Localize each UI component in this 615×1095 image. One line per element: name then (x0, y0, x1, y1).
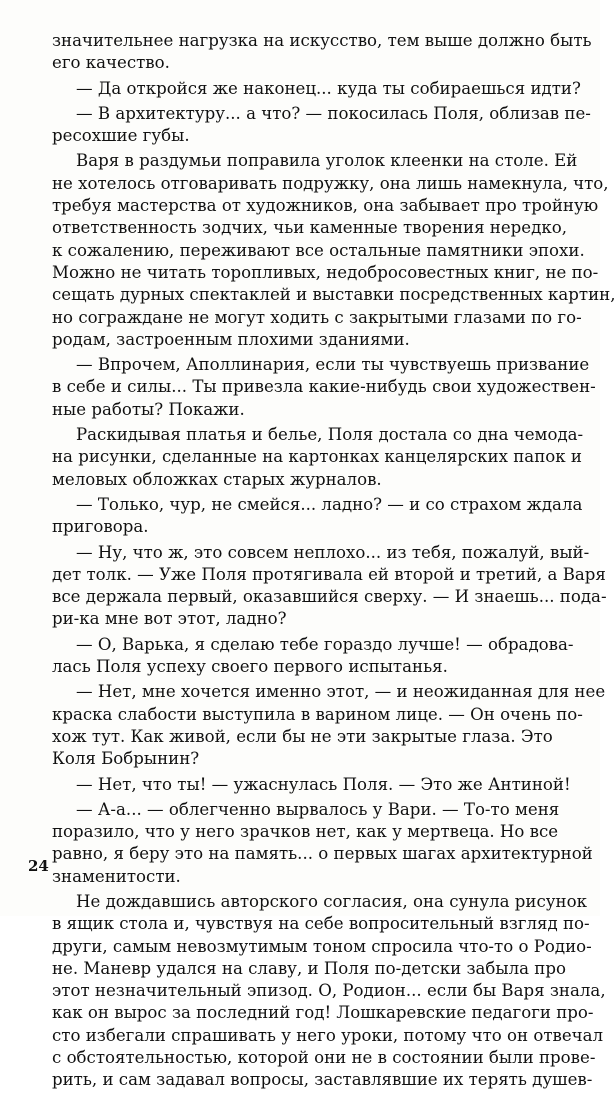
text-line: но согражданe не могут ходить с закрытыми глазами по го- (52, 307, 582, 327)
text-line: все держала первый, оказавшийся сверху. — И знаешь... пода- (52, 587, 607, 607)
page-number: 24 (28, 857, 49, 875)
text-line: хож тут. Как живой, если бы не эти закрытые глаза. Это (52, 726, 553, 746)
text-line: его качество. (52, 53, 170, 73)
paragraph (52, 424, 584, 491)
text-line: этот незначительный эпизод. О, Родион... если бы Варя знала, (52, 981, 606, 1001)
text-line: значительнее нагрузка на искусство, тем выше должно быть (52, 31, 592, 50)
text-line: — А-а... — облегченно вырвалось у Вари. — То-то меня (76, 799, 560, 819)
text-line: приговора. (52, 517, 149, 537)
text-line: поразило, что у него зрачков нет, как у мертвеца. Но все (52, 822, 559, 842)
text-line: ные работы? Покажи. (52, 399, 245, 419)
text-line: други, самым невозмутимым тоном спросила что-то о Родио- (52, 936, 592, 956)
text-line: в себе и силы... Ты привезла какие-нибудь свои художествен- (52, 377, 596, 397)
paragraph (52, 78, 581, 100)
text-line: рить, и сам задавал вопросы, заставлявшие их терять душев- (52, 1070, 593, 1090)
paragraph (52, 354, 596, 421)
text-line: — В архитектуру... а что? — покосилась Поля, облизав пе- (76, 103, 591, 123)
text-line: — Нет, мне хочется именно этот, — и неожиданная для нее (76, 682, 606, 702)
text-line: не. Маневр удался на славу, и Поля по-детски забыла про (52, 958, 566, 978)
paragraph (52, 774, 571, 796)
text-line: Раскидывая платья и белье, Поля достала со дна чемода- (76, 425, 584, 445)
paragraph (52, 799, 593, 888)
paragraph (52, 634, 574, 679)
text-line: равно, я беру это на память... о первых шагах архитектурной (52, 844, 593, 864)
text-line: лась Поля успеху своего первого испытанья. (52, 657, 448, 677)
paragraph (52, 891, 606, 1092)
paragraph (52, 542, 607, 631)
text-line: ответственность зодчих, чьи каменные творения нередко, (52, 218, 567, 238)
text-line: Варя в раздумьи поправила уголок клеенки на столе. Ей (76, 151, 578, 171)
text-line: родам, застроенным плохими зданиями. (52, 329, 410, 349)
text-line: как он вырос за последний год! Лошкаревские педагоги про- (52, 1003, 594, 1023)
text-line: Коля Бобрынин? (52, 749, 200, 769)
paragraph (52, 150, 615, 351)
text-line: — О, Варька, я сделаю тебе гораздо лучше! — обрадова- (76, 634, 574, 654)
text-line: ри-ка мне вот этот, ладно? (52, 609, 287, 629)
text-line: не хотелось отговаривать подружку, она лишь намекнула, что, (52, 173, 609, 193)
paragraph (52, 103, 591, 148)
text-line: краска слабости выступила в варином лице. — Он очень по- (52, 704, 583, 724)
text-line: сещать дурных спектаклей и выставки посредственных картин, (52, 285, 615, 305)
page-body-text (52, 30, 615, 1095)
text-line: ресохшие губы. (52, 126, 190, 146)
text-line: в ящик стола и, чувствуя на себе вопросительный взгляд по- (52, 914, 590, 934)
text-line: Можно не читать торопливых, недобросовестных книг, не по- (52, 262, 599, 282)
text-line: сто избегали спрашивать у него уроки, потому что он отвечал (52, 1025, 604, 1045)
text-line: — Нет, что ты! — ужаснулась Поля. — Это же Антиной! (76, 774, 571, 794)
text-line: меловых обложках старых журналов. (52, 469, 382, 489)
text-line: — Впрочем, Аполлинария, если ты чувствуешь призвание (76, 355, 590, 375)
text-line: на рисунки, сделанные на картонках канцелярских папок и (52, 447, 582, 467)
text-line: — Да откройся же наконец... куда ты собираешься идти? (76, 78, 581, 98)
text-line: дет толк. — Уже Поля протягивала ей второй и третий, а Варя (52, 564, 606, 584)
text-line: знаменитости. (52, 866, 181, 886)
paragraph (52, 494, 583, 539)
text-line: требуя мастерства от художников, она забывает про тройную (52, 196, 599, 216)
text-line: — Ну, что ж, это совсем неплохо... из тебя, пожалуй, вый- (76, 542, 590, 562)
text-line: к сожалению, переживают все остальные памятники эпохи. (52, 240, 585, 260)
text-line: Не дождавшись авторского согласия, она сунула рисунок (76, 891, 587, 911)
text-line: — Только, чур, не смейся... ладно? — и со страхом ждала (76, 494, 583, 514)
text-line: с обстоятельностью, которой они не в состоянии были прове- (52, 1048, 596, 1068)
paragraph (52, 30, 592, 75)
paragraph (52, 681, 606, 770)
